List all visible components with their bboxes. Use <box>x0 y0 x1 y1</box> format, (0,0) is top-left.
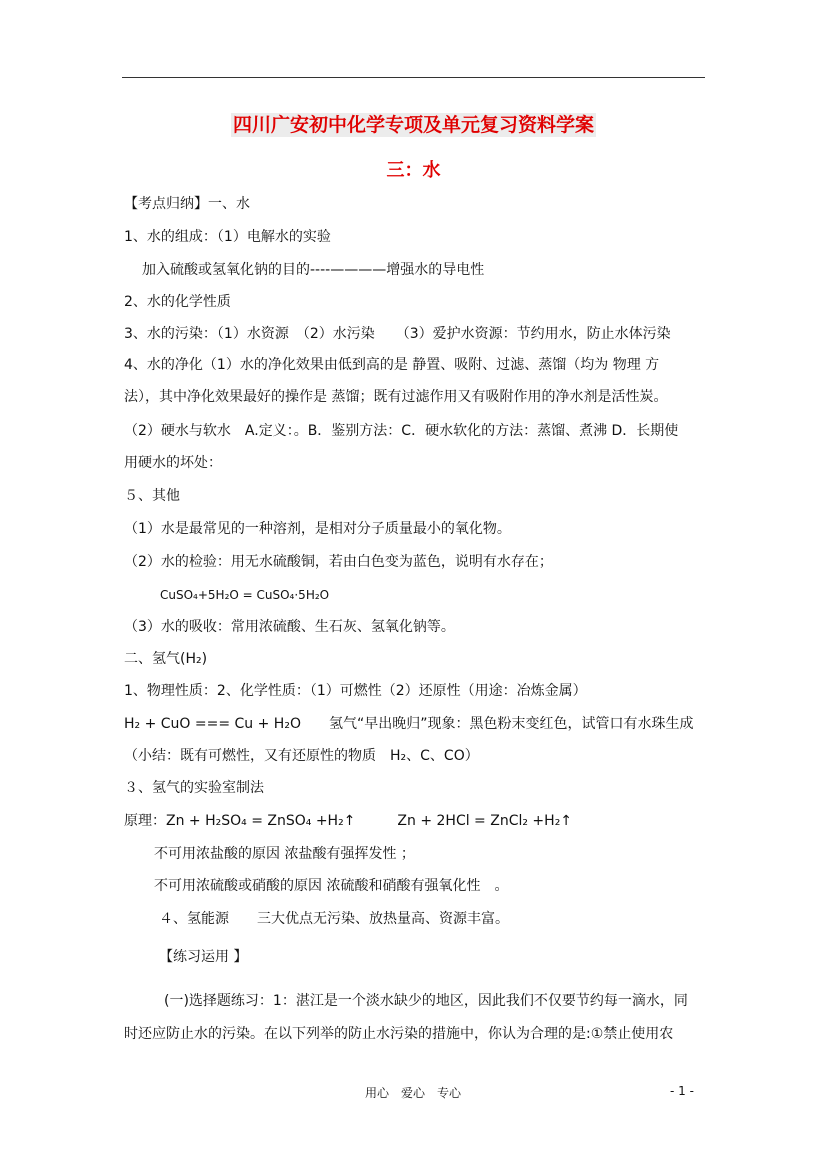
text-line: 4、水的净化（1）水的净化效果由低到高的是 静置、吸附、过滤、蒸馏（均为 物理 方 <box>124 357 660 373</box>
text-line: 法），其中净化效果最好的操作是 蒸馏；既有过滤作用又有吸附作用的净水剂是活性炭。 <box>124 389 668 405</box>
text-line: (一)选择题练习：1：湛江是一个淡水缺少的地区，因此我们不仅要节约每一滴水，同 <box>164 993 688 1009</box>
text-line: ４、氢能源 三大优点无污染、放热量高、资源丰富。 <box>159 911 509 927</box>
text-line: 不可用浓硫酸或硝酸的原因 浓硫酸和硝酸有强氧化性 。 <box>154 878 509 894</box>
text-line: （1）水是最常见的一种溶剂，是相对分子质量最小的氧化物。 <box>124 521 511 537</box>
document-title: 四川广安初中化学专项及单元复习资料学案 <box>232 114 594 136</box>
text-line: 用硬水的坏处： <box>124 455 222 471</box>
text-line: 时还应防止水的污染。在以下列举的防止水污染的措施中，你认为合理的是:①禁止使用农 <box>124 1026 674 1042</box>
text-line: 2、水的化学性质 <box>124 294 231 310</box>
text-line: 3、水的污染：（1）水资源 （2）水污染 （3）爱护水资源：节约用水，防止水体污染 <box>124 326 671 342</box>
text-line: 加入硫酸或氢氧化钠的目的----————增强水的导电性 <box>142 262 485 278</box>
text-line: （小结：既有可燃性，又有还原性的物质 H₂、C、CO） <box>124 748 479 764</box>
text-line: （2）水的检验：用无水硫酸铜，若由白色变为蓝色，说明有水存在； <box>124 554 553 570</box>
text-line: 【练习运用 】 <box>159 949 248 965</box>
text-line: 1、物理性质：2、化学性质：（1）可燃性（2）还原性（用途：冶炼金属） <box>124 683 587 699</box>
page-number: - 1 - <box>670 1084 694 1098</box>
text-line: 不可用浓盐酸的原因 浓盐酸有强挥发性 ； <box>154 846 415 862</box>
text-line: H₂ + CuO === Cu + H₂O 氢气“早出晚归”现象：黑色粉末变红色，试管口有水珠生成 <box>124 716 694 732</box>
header-rule <box>122 77 705 78</box>
text-line: （2）硬水与软水 A.定义：。B．鉴别方法：C．硬水软化的方法：蒸馏、煮沸 D．长期使 <box>124 423 679 439</box>
text-line: （3）水的吸收：常用浓硫酸、生石灰、氢氧化钠等。 <box>124 619 455 635</box>
text-line: 【考点归纳】一、水 <box>124 196 250 212</box>
text-line: ３、氢气的实验室制法 <box>124 780 264 796</box>
text-line: ５、其他 <box>124 488 180 504</box>
section-title: 三：水 <box>386 160 441 181</box>
text-line: 1、水的组成：（1）电解水的实验 <box>124 229 331 245</box>
footer-motto: 用心 爱心 专心 <box>365 1086 462 1100</box>
equation-line: 原理：Zn + H₂SO₄ = ZnSO₄ +H₂↑ Zn + 2HCl = ZnCl₂ +H₂↑ <box>124 813 573 829</box>
equation-line: CuSO₄+5H₂O = CuSO₄·5H₂O <box>160 588 330 602</box>
text-line: 二、氢气(H₂) <box>124 651 208 667</box>
